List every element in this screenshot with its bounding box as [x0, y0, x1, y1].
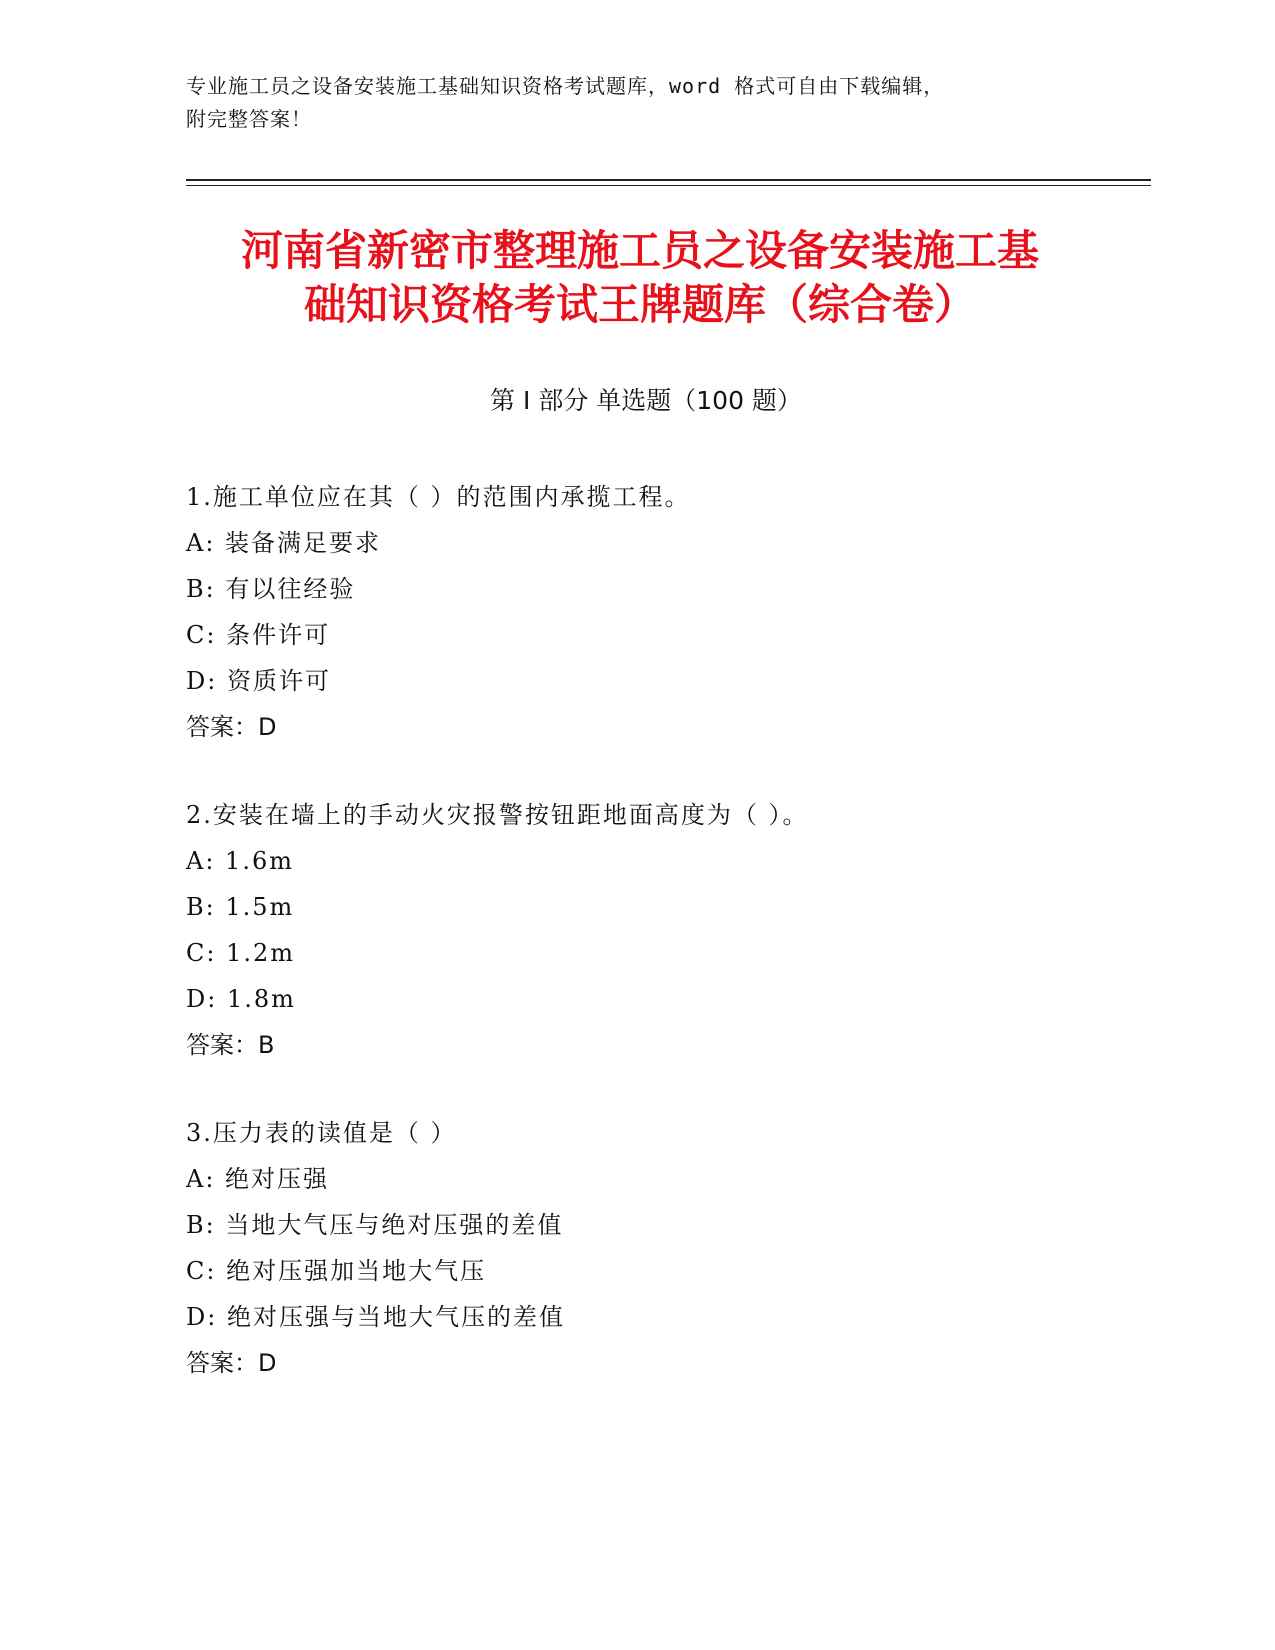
question-stem: 2.安装在墙上的手动火灾报警按钮距地面高度为（ ）。	[186, 801, 809, 829]
option-a: A: 装备满足要求	[186, 529, 382, 557]
header-note	[186, 70, 1086, 136]
option-a: A: 绝对压强	[186, 1165, 330, 1193]
section-heading: 第 I 部分 单选题（100 题）	[490, 386, 802, 415]
header-divider-thick	[186, 179, 1151, 181]
question-stem: 1.施工单位应在其（ ）的范围内承揽工程。	[186, 483, 691, 511]
document-title-line-2: 础知识资格考试王牌题库（综合卷）	[303, 280, 976, 329]
document-title	[180, 224, 1100, 332]
header-divider-thin	[186, 185, 1151, 186]
option-a: A: 1.6m	[186, 847, 294, 875]
header-note-line-1: 专业施工员之设备安装施工基础知识资格考试题库，word 格式可自由下载编辑，	[186, 74, 945, 98]
option-b: B: 有以往经验	[186, 575, 356, 603]
question-3	[186, 1110, 1086, 1386]
question-1	[186, 474, 1086, 750]
document-title-line-1: 河南省新密市整理施工员之设备安装施工基	[240, 226, 1039, 275]
option-c: C: 1.2m	[186, 939, 296, 967]
option-b: B: 当地大气压与绝对压强的差值	[186, 1211, 564, 1239]
answer-line: 答案：D	[186, 713, 277, 741]
option-b: B: 1.5m	[186, 893, 295, 921]
option-d: D: 资质许可	[186, 667, 331, 695]
answer-line: 答案：B	[186, 1031, 275, 1059]
option-d: D: 绝对压强与当地大气压的差值	[186, 1303, 565, 1331]
option-c: C: 绝对压强加当地大气压	[186, 1257, 487, 1285]
question-2	[186, 792, 1086, 1068]
answer-line: 答案：D	[186, 1349, 277, 1377]
option-d: D: 1.8m	[186, 985, 296, 1013]
question-list	[186, 474, 1086, 1428]
question-stem: 3.压力表的读值是（ ）	[186, 1119, 457, 1147]
header-note-line-2: 附完整答案！	[186, 107, 312, 131]
option-c: C: 条件许可	[186, 621, 331, 649]
